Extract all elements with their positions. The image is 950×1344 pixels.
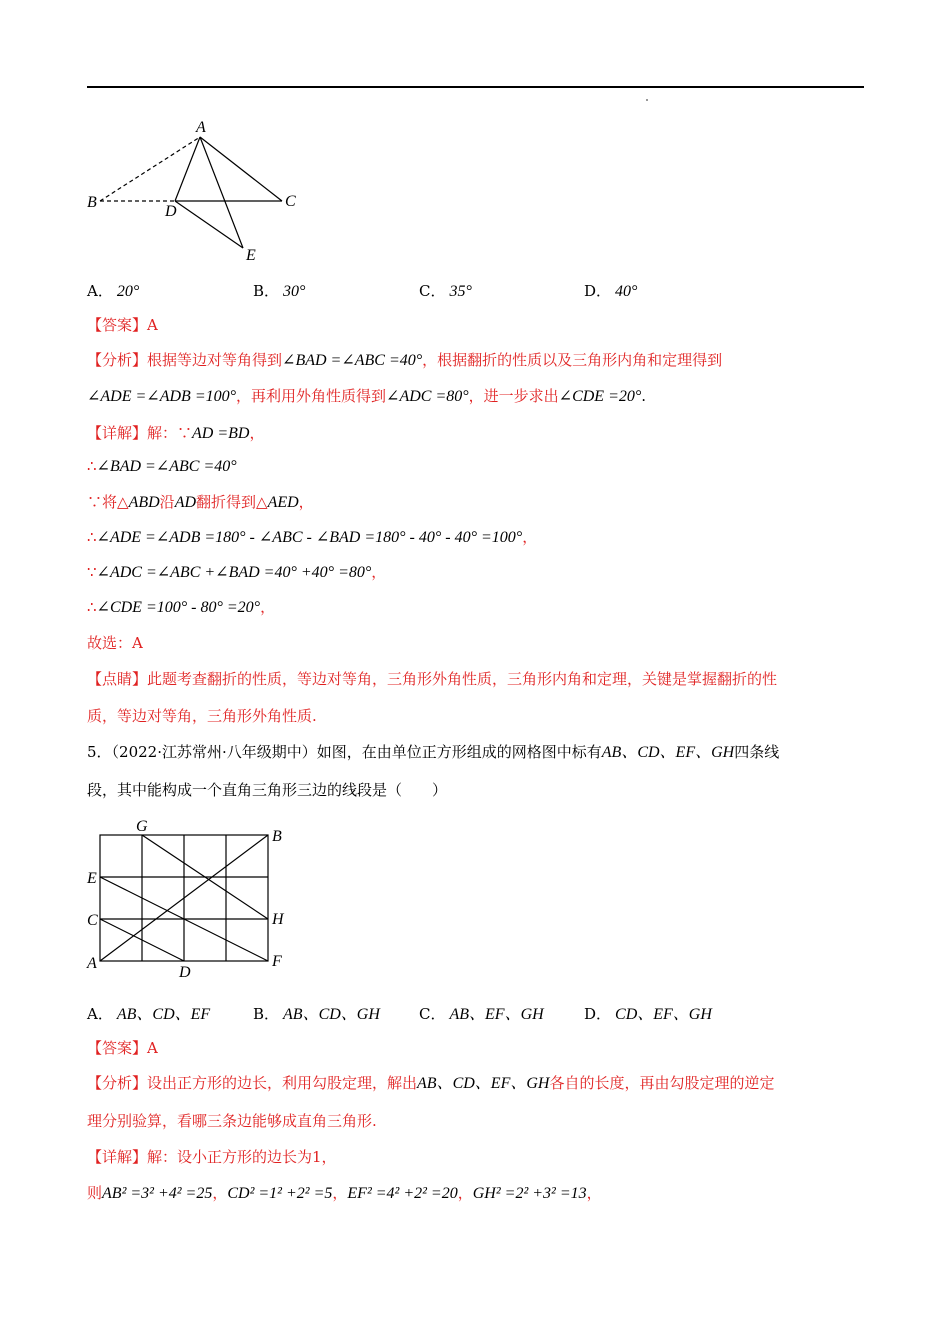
segment-DE — [175, 201, 243, 248]
q5-analysis-line1: 【分析】设出正方形的边长，利用勾股定理，解出AB、CD、EF、GH各自的长度，再由勾股定理的逆定 — [87, 1074, 775, 1092]
q5-stem-line2: 段，其中能构成一个直角三角形三边的线段是（ ） — [87, 781, 448, 799]
q4-step3: ∵将△ABD沿AD翻折得到△AED， — [87, 493, 314, 511]
q5-calc-line: 则AB² =3² +4² =25，CD² =1² +2² =5，EF² =4² +2² =20，GH² =2² +3² =13， — [87, 1184, 602, 1202]
label-B: B — [87, 194, 97, 211]
q5-option-c: C． AB、EF、GH — [419, 1005, 544, 1023]
grid-label-B: B — [272, 828, 282, 845]
q4-option-d: D． 40° — [584, 282, 638, 300]
q4-option-b: B． 30° — [253, 282, 306, 300]
q4-detail-line1: 【详解】解：∵AD =BD， — [87, 424, 265, 442]
q5-analysis-line2: 理分别验算，看哪三条边能够成直角三角形. — [87, 1112, 377, 1130]
q4-step2: ∴∠BAD =∠ABC =40° — [87, 457, 237, 475]
q5-stem-line1: 5．（2022·江苏常州·八年级期中）如图，在由单位正方形组成的网格图中标有AB、CD、EF、GH四条线 — [87, 743, 780, 761]
grid-label-G: G — [136, 818, 148, 835]
q5-answer: 【答案】A — [87, 1039, 158, 1057]
grid-label-A: A — [87, 955, 97, 972]
q4-comment-line2: 质，等边对等角，三角形外角性质. — [87, 707, 317, 725]
speck — [646, 99, 648, 101]
grid-label-C: C — [87, 912, 98, 929]
segment-AD — [175, 137, 200, 201]
grid-label-E: E — [87, 870, 97, 887]
q5-option-b: B． AB、CD、GH — [253, 1005, 380, 1023]
q5-option-d: D． CD、EF、GH — [584, 1005, 712, 1023]
figure-grid — [80, 815, 300, 980]
q4-choose: 故选：A — [87, 634, 143, 652]
segment-BA — [100, 137, 200, 201]
header-rule — [87, 86, 864, 88]
q4-answer: 【答案】A — [87, 316, 158, 334]
grid-label-H: H — [272, 911, 284, 928]
q4-step4: ∴∠ADE =∠ADB =180° - ∠ABC - ∠BAD =180° - 40° - 40° =100°， — [87, 528, 538, 546]
label-A: A — [196, 119, 206, 136]
q4-analysis-line1: 【分析】根据等边对等角得到∠BAD =∠ABC =40°，根据翻折的性质以及三角形内角和定理得到 — [87, 351, 723, 369]
grid-label-D: D — [179, 964, 191, 980]
label-E: E — [246, 247, 256, 264]
grid-label-F: F — [272, 953, 282, 970]
q4-step6: ∴∠CDE =100° - 80° =20°， — [87, 598, 276, 616]
q4-comment-line1: 【点睛】此题考查翻折的性质，等边对等角，三角形外角性质，三角形内角和定理，关键是掌握翻折的性 — [87, 670, 778, 688]
q4-step5: ∵∠ADC =∠ABC +∠BAD =40° +40° =80°， — [87, 563, 387, 581]
label-C: C — [285, 193, 296, 210]
figure-triangle-fold — [80, 110, 310, 270]
q4-analysis-line2: ∠ADE =∠ADB =100°，再利用外角性质得到∠ADC =80°，进一步求出∠CDE =20°. — [87, 387, 647, 405]
q4-option-a: A． 20° — [87, 282, 140, 300]
q5-detail-line1: 【详解】解：设小正方形的边长为1， — [87, 1148, 337, 1166]
q4-option-c: C． 35° — [419, 282, 472, 300]
label-D: D — [165, 203, 177, 220]
q5-option-a: A． AB、CD、EF — [87, 1005, 211, 1023]
